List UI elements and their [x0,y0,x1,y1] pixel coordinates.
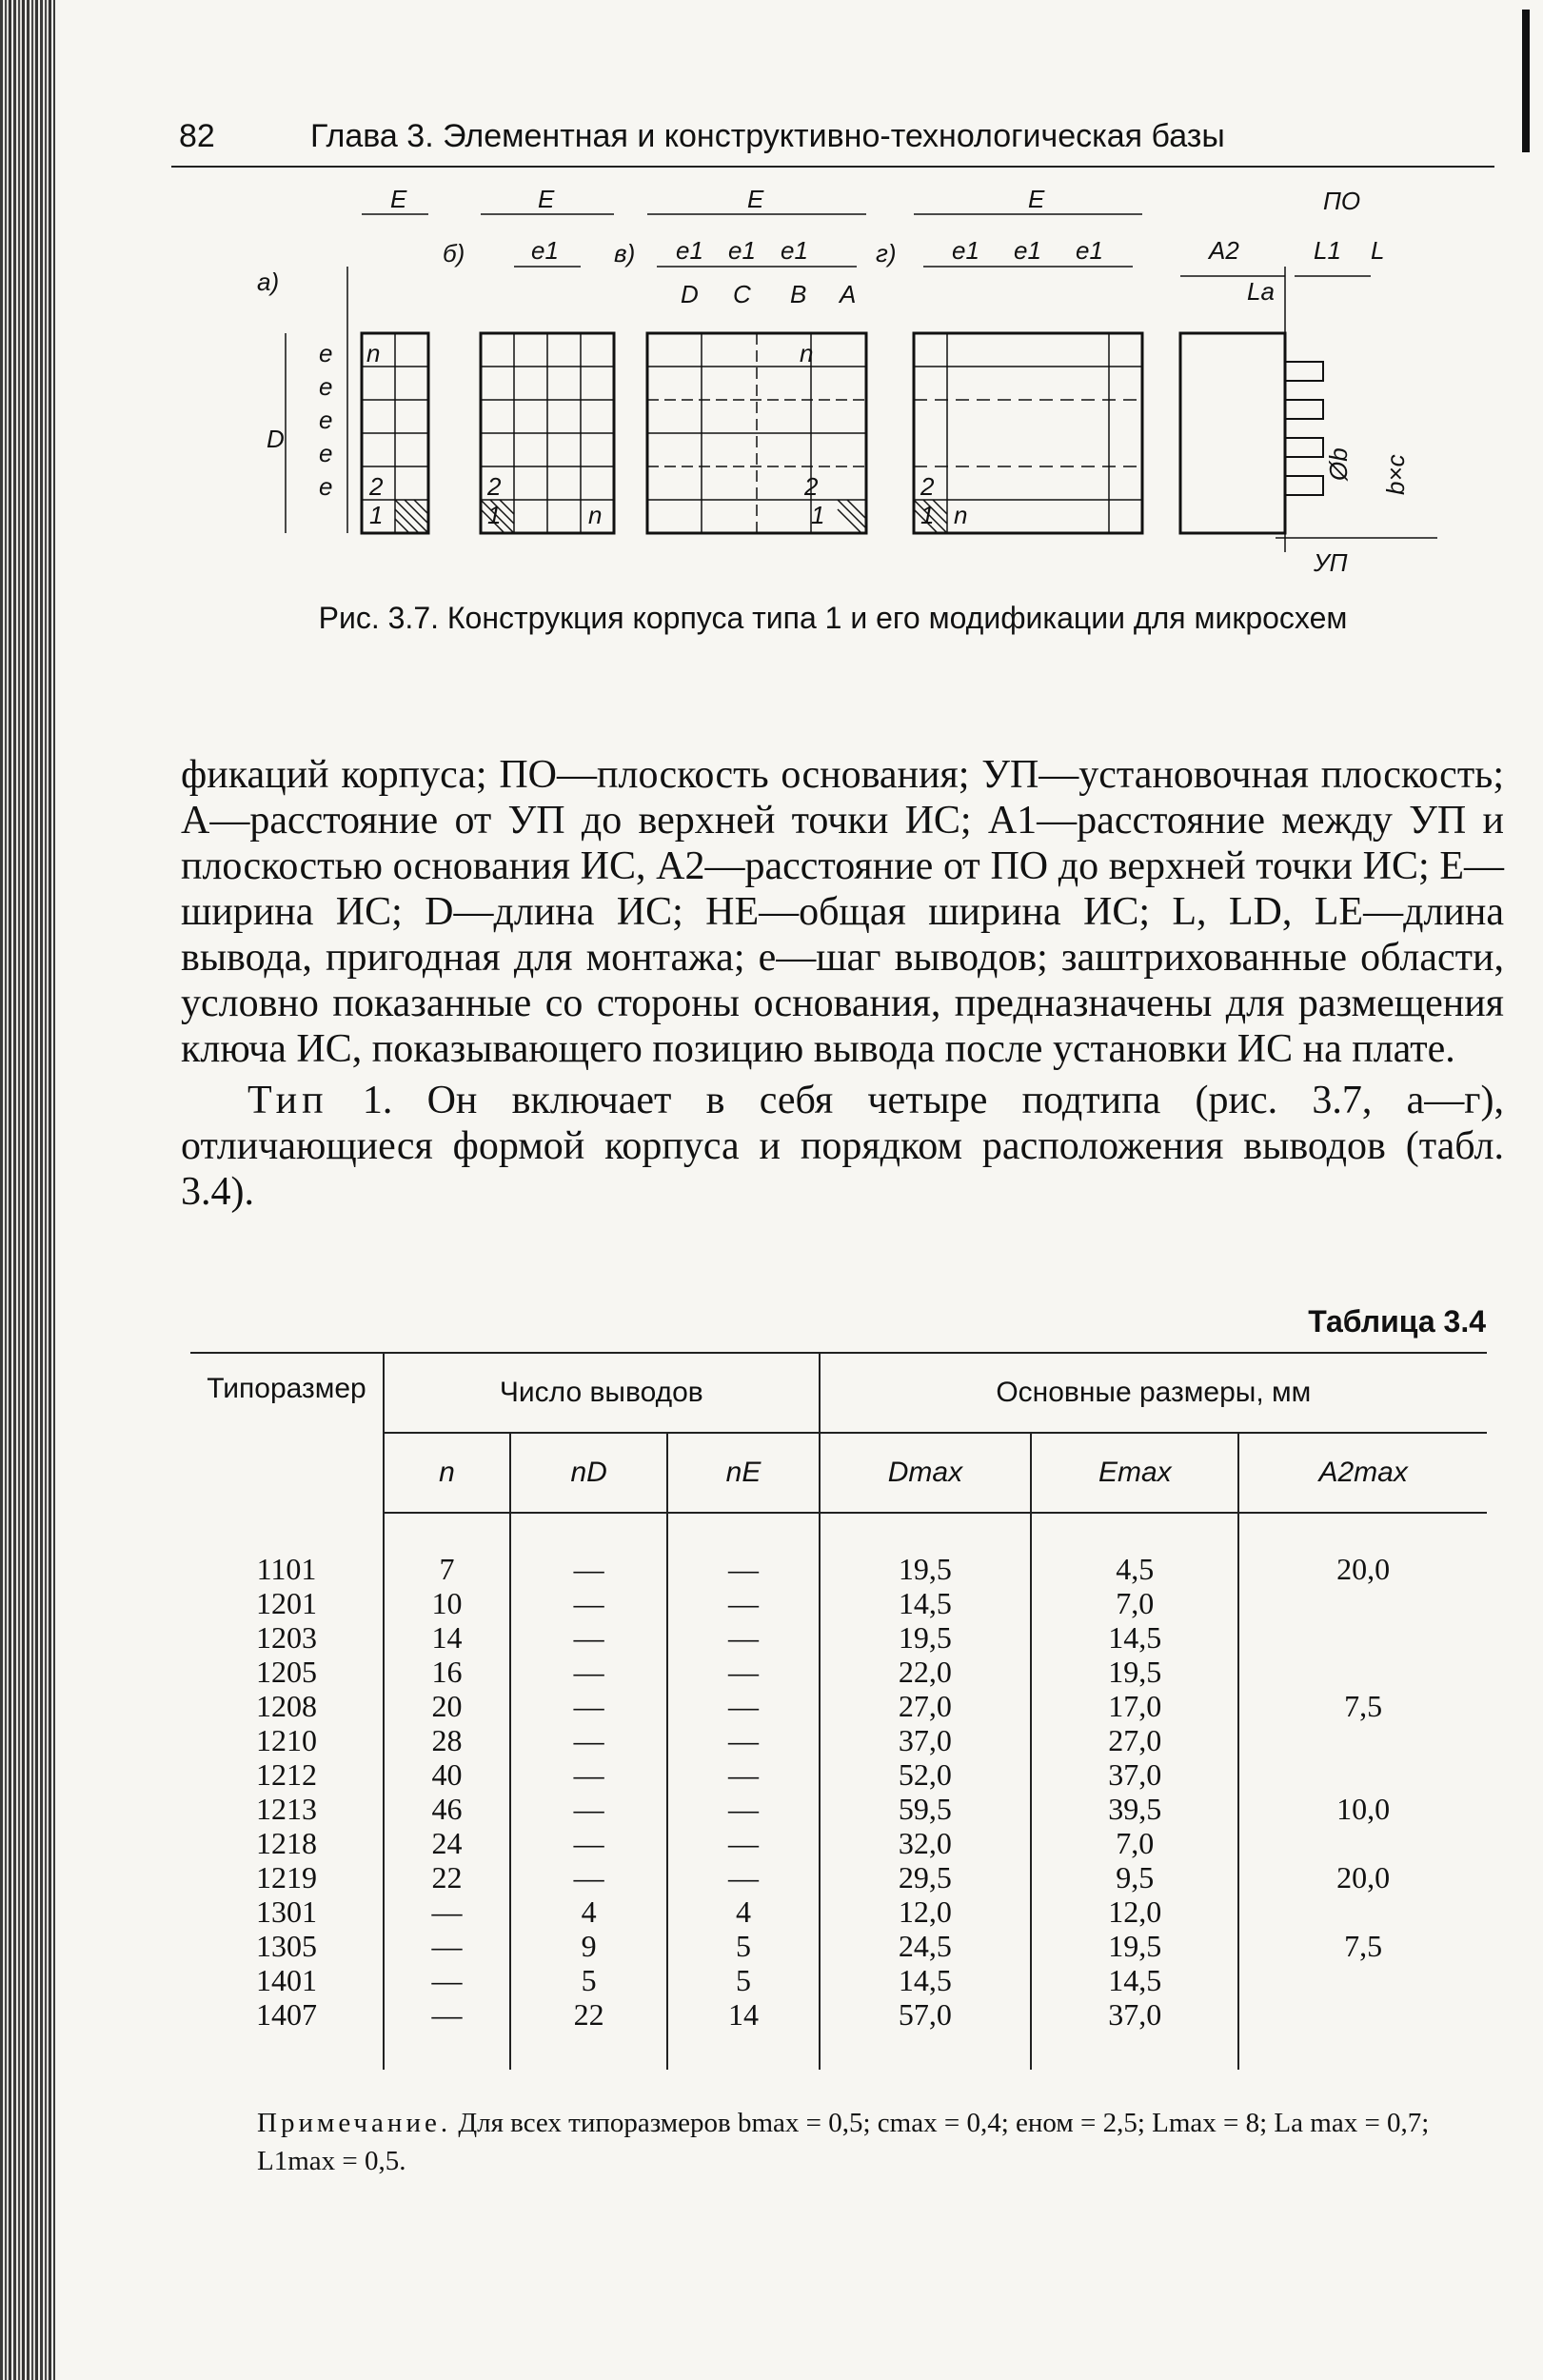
table-cell: 37,0 [1031,1757,1238,1792]
table-row [190,1997,1487,2070]
page-edge-mark [1522,10,1530,152]
table-cell: — [667,1513,819,1586]
table-cell: 22 [510,1997,668,2070]
dim-e1-v1: e1 [676,236,703,265]
table-cell: 29,5 [820,1860,1032,1894]
table-cell: 1203 [190,1620,384,1655]
table-cell: — [510,1792,668,1826]
table-cell: — [510,1757,668,1792]
side-A-label: A [840,280,857,308]
table-cell: — [510,1655,668,1689]
dim-E-a: E [390,190,407,213]
table-cell: 5 [667,1929,819,1963]
table-cell: 14,5 [1031,1620,1238,1655]
pin-n-a: n [366,339,381,367]
table-cell: 52,0 [820,1757,1032,1792]
table-3-4 [190,1352,1487,2070]
table-cell: 1219 [190,1860,384,1894]
dim-La: La [1247,277,1275,306]
table-cell: 12,0 [1031,1894,1238,1929]
col-nE: nE [667,1433,819,1513]
pin-2-v: 2 [804,472,819,501]
table-cell [1238,1963,1487,1997]
table-cell: 1101 [190,1513,384,1586]
table-row [190,1792,1487,1826]
note-label: Примечание. [257,2108,452,2138]
table-cell: — [667,1792,819,1826]
side-C-label: C [733,280,751,308]
figure-3-7 [228,190,1456,609]
table-cell: 59,5 [820,1792,1032,1826]
table-cell: 28 [384,1723,510,1757]
table-cell: 4 [510,1894,668,1929]
dim-e1-g3: e1 [1076,236,1103,265]
table-cell: 39,5 [1031,1792,1238,1826]
table-cell: 1301 [190,1894,384,1929]
table-cell: — [510,1860,668,1894]
figure-label-g: г) [876,239,897,268]
table-cell: 46 [384,1792,510,1826]
table-cell: 1205 [190,1655,384,1689]
col-nD: nD [510,1433,668,1513]
table-cell: 19,5 [1031,1655,1238,1689]
dim-E-v: E [747,190,764,213]
dim-PO: ПО [1323,190,1361,215]
table-cell: — [667,1689,819,1723]
dim-E-b: E [538,190,555,213]
table-cell: 19,5 [1031,1929,1238,1963]
dim-e1-v2: e1 [728,236,756,265]
dim-E-g: E [1028,190,1045,213]
dim-e1-b: e1 [531,236,559,265]
pin-2-b: 2 [487,472,502,501]
figure-caption: Рис. 3.7. Конструкция корпуса типа 1 и его модификации для микросхем [318,601,1348,635]
table-cell [1238,1894,1487,1929]
table-row [190,1620,1487,1655]
table-cell [1238,1997,1487,2070]
figure-label-v: в) [614,239,636,268]
table-row [190,1757,1487,1792]
table-cell [1238,1826,1487,1860]
table-cell: 14 [384,1620,510,1655]
table-cell: — [510,1689,668,1723]
table-cell: 7,5 [1238,1929,1487,1963]
table-cell: 57,0 [820,1997,1032,2070]
chapter-title: Глава 3. Элементная и конструктивно-технологическая базы [310,118,1225,154]
table-cell: — [667,1860,819,1894]
table-cell: 9,5 [1031,1860,1238,1894]
table-cell: — [510,1723,668,1757]
table-cell: 1218 [190,1826,384,1860]
table-cell: — [384,1963,510,1997]
pin-2-a: 2 [369,472,384,501]
table-cell: 7 [384,1513,510,1586]
table-cell: 5 [510,1963,668,1997]
paragraph-type-1 [181,1078,1504,1215]
dim-phib: Øb [1324,447,1353,481]
dim-e-1: e [319,339,333,367]
table-cell: 37,0 [820,1723,1032,1757]
type-word: Тип [247,1079,328,1122]
table-row [190,1655,1487,1689]
table-row [190,1826,1487,1860]
table-row [190,1513,1487,1586]
table-cell: 1210 [190,1723,384,1757]
col-n: n [384,1433,510,1513]
table-cell: 20,0 [1238,1513,1487,1586]
table-cell: 7,0 [1031,1586,1238,1620]
table-cell: 10,0 [1238,1792,1487,1826]
dim-e-3: e [319,406,333,434]
table-row [190,1963,1487,1997]
table-body [190,1513,1487,2070]
dim-bxc: b×c [1381,454,1410,495]
table-cell: 1305 [190,1929,384,1963]
table-cell: 4,5 [1031,1513,1238,1586]
table-cell: — [384,1894,510,1929]
table-cell: — [667,1723,819,1757]
table-cell: 1407 [190,1997,384,2070]
table-row [190,1894,1487,1929]
figure-label-b: б) [443,239,465,268]
table-cell: 10 [384,1586,510,1620]
table-cell: 1212 [190,1757,384,1792]
table-cell: 17,0 [1031,1689,1238,1723]
table-cell: 19,5 [820,1620,1032,1655]
dim-D-label: D [267,425,285,453]
table-cell: — [384,1929,510,1963]
table-cell: 24 [384,1826,510,1860]
table-cell [1238,1757,1487,1792]
table-row [190,1929,1487,1963]
dim-e-4: e [319,439,333,467]
dim-e1-g2: e1 [1014,236,1041,265]
table-cell: — [384,1997,510,2070]
table-cell: — [667,1757,819,1792]
table-cell [1238,1723,1487,1757]
table-cell: 7,0 [1031,1826,1238,1860]
table-cell [1238,1586,1487,1620]
table-cell: 40 [384,1757,510,1792]
table-cell: 24,5 [820,1929,1032,1963]
side-B-label: B [790,280,807,308]
col-Emax: Emax [1031,1433,1238,1513]
dim-e-2: e [319,372,333,401]
table-cell: 1201 [190,1586,384,1620]
table-cell: 1208 [190,1689,384,1723]
dim-e1-g1: e1 [952,236,979,265]
table-cell: 14,5 [820,1963,1032,1997]
table-row [190,1689,1487,1723]
table-cell: — [667,1586,819,1620]
pin-1-v: 1 [811,501,825,529]
table-cell: 20 [384,1689,510,1723]
table-cell: — [667,1655,819,1689]
table-cell: — [667,1826,819,1860]
side-D-label: D [681,280,699,308]
table-cell: 9 [510,1929,668,1963]
paragraph-definitions: фикаций корпуса; ПО—плоскость основания; УП—установочная плоскость; A—расстояние от УП до верхней точки ИС; A1—расстояние между УП и плоскостью основания ИС, A2—расстояние от ПО до верхней точки ИС; E—ширина ИС; D—длина ИС; HE—общая ширина ИС; L, LD, LE—длина вывода, пригодная для монтажа; e—шаг выводов; заштрихованные области, условно показанные со стороны основания, предназначены для размещения ключа ИС, показывающего позицию вывода после установки ИС на плате. [181,753,1504,1071]
table-cell: 4 [667,1894,819,1929]
dim-e1-v3: e1 [781,236,808,265]
col-group-pins: Число выводов [384,1353,820,1433]
table-cell: 19,5 [820,1513,1032,1586]
page-number: 82 [179,118,215,154]
table-cell: 16 [384,1655,510,1689]
dim-L1: L1 [1314,236,1341,265]
dim-A2: A2 [1209,236,1239,265]
table-cell: — [510,1586,668,1620]
table-cell: 5 [667,1963,819,1997]
table-cell: 12,0 [820,1894,1032,1929]
col-Dmax: Dmax [820,1433,1032,1513]
book-spine-edge [0,0,55,2380]
pin-n-g: n [954,501,968,529]
note-text: Для всех типоразмеров bmax = 0,5; cmax = 0,4; eном = 2,5; Lmax = 8; La max = 0,7; L1max = 0,5. [257,2108,1430,2176]
table-cell: 14,5 [820,1586,1032,1620]
table-cell: — [667,1620,819,1655]
dim-L: L [1371,236,1385,265]
paragraph-type-1-text: 1. Он включает в себя четыре подтипа (рис. 3.7, а—г), отличающиеся формой корпуса и порядком расположения выводов (табл. 3.4). [181,1079,1504,1214]
table-cell: — [510,1826,668,1860]
pin-2-g: 2 [920,472,935,501]
pin-n-v: n [800,339,814,367]
table-cell [1238,1620,1487,1655]
table-cell: 7,5 [1238,1689,1487,1723]
package-drawing [228,190,1456,609]
table-cell: 22 [384,1860,510,1894]
col-size: Типоразмер [190,1353,384,1513]
table-cell: — [510,1620,668,1655]
table-cell: 20,0 [1238,1860,1487,1894]
table-cell: 27,0 [820,1689,1032,1723]
figure-label-a: а) [257,268,280,296]
table-cell: 14,5 [1031,1963,1238,1997]
table-cell: 37,0 [1031,1997,1238,2070]
dim-UP: УП [1314,548,1348,577]
table-label: Таблица 3.4 [1308,1304,1486,1339]
table-row [190,1586,1487,1620]
col-A2max: A2max [1238,1433,1487,1513]
table-cell: 1401 [190,1963,384,1997]
table-cell: 1213 [190,1792,384,1826]
page-header [171,112,1494,168]
table-cell: — [510,1513,668,1586]
table-row [190,1723,1487,1757]
table-cell: 14 [667,1997,819,2070]
table-cell: 22,0 [820,1655,1032,1689]
pin-1-a: 1 [369,501,384,529]
pin-1-b: 1 [487,501,502,529]
table-note [257,2104,1494,2180]
pin-n-b: n [588,501,603,529]
col-group-dims: Основные размеры, мм [820,1353,1487,1433]
table-row [190,1860,1487,1894]
pin-1-g: 1 [920,501,935,529]
table-cell: 32,0 [820,1826,1032,1860]
table-cell [1238,1655,1487,1689]
dim-e-5: e [319,472,333,501]
body-text [181,752,1504,1215]
table-cell: 27,0 [1031,1723,1238,1757]
